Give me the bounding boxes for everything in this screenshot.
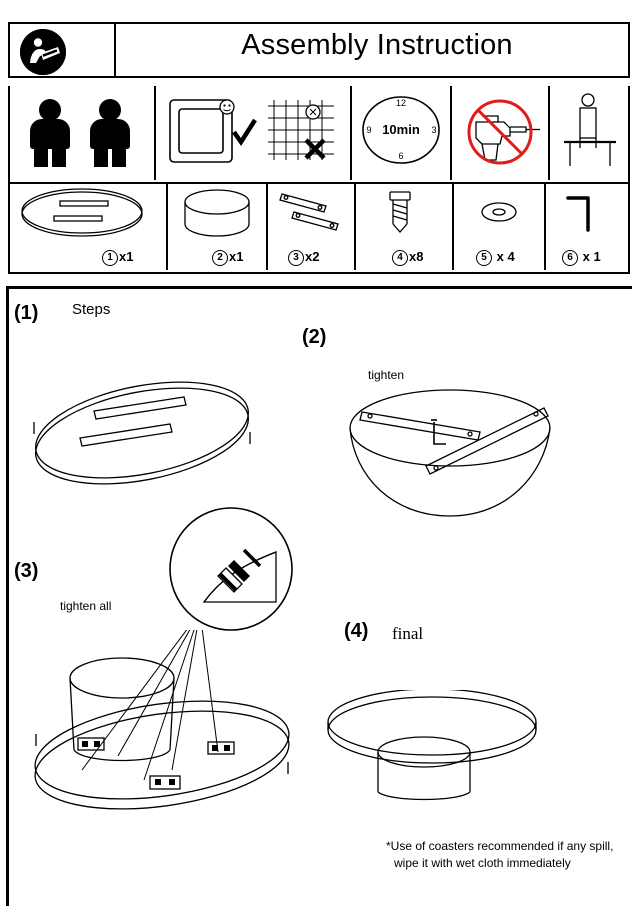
part-5-label: 5 x 4	[476, 249, 515, 266]
clock-icon	[352, 86, 450, 180]
part-1-oval-table-top-icon	[10, 184, 166, 270]
step-2-illustration	[330, 380, 590, 540]
part-6-allen-key-icon	[546, 184, 630, 270]
step-1-label: Steps	[72, 301, 111, 318]
part-2-label: 2 x1	[212, 249, 243, 266]
section-divider	[6, 286, 632, 289]
step-4-number: (4)	[344, 620, 369, 642]
part-6-number: 6	[562, 250, 578, 266]
carpet-check-cross-icon	[156, 86, 350, 180]
step-2-number: (2)	[302, 326, 327, 348]
left-border	[6, 286, 9, 906]
person-reading-manual-icon	[20, 29, 66, 75]
step-3-illustration	[22, 630, 312, 810]
svg-text:9: 9	[366, 125, 372, 135]
step-3-detail-zoom	[168, 506, 294, 632]
part-3-number: 3	[288, 250, 304, 266]
svg-text:6: 6	[398, 151, 404, 161]
part-3-metal-bracket-icon	[268, 184, 354, 270]
footnote-line-1: *Use of coasters recommended if any spill,	[386, 839, 614, 853]
footnote	[386, 838, 613, 872]
footnote-line-2: wipe it with wet cloth immediately	[394, 856, 571, 870]
svg-text:12: 12	[395, 98, 407, 108]
part-4-label: 4 x8	[392, 249, 423, 266]
step-1-number: (1)	[14, 302, 39, 324]
part-4-screw-icon	[356, 184, 452, 270]
header-bar	[8, 22, 630, 78]
header-divider	[114, 24, 116, 76]
step-2-hint: tighten	[368, 368, 405, 382]
parts-row	[8, 184, 630, 274]
part-2-oval-base-column-icon	[168, 184, 266, 270]
two-persons-icon	[10, 86, 154, 180]
part-4-number: 4	[392, 250, 408, 266]
part-1-label: 1 x1	[102, 249, 133, 266]
step-3-hint: tighten all	[60, 599, 112, 613]
part-5-number: 5	[476, 250, 492, 266]
person-at-table-icon	[550, 86, 630, 180]
part-6-label: 6 x 1	[562, 249, 601, 266]
step-3-number: (3)	[14, 560, 39, 582]
svg-text:10min: 10min	[382, 122, 420, 137]
part-1-number: 1	[102, 250, 118, 266]
part-5-washer-icon	[454, 184, 544, 270]
svg-text:3: 3	[431, 125, 437, 135]
no-drill-icon	[452, 86, 548, 180]
step-4-illustration	[320, 690, 550, 820]
symbols-row	[8, 86, 630, 184]
step-4-label: final	[392, 624, 424, 643]
step-1-illustration	[20, 378, 270, 488]
part-2-number: 2	[212, 250, 228, 266]
part-3-label: 3 x2	[288, 249, 319, 266]
page-title: Assembly Instruction	[241, 29, 513, 61]
